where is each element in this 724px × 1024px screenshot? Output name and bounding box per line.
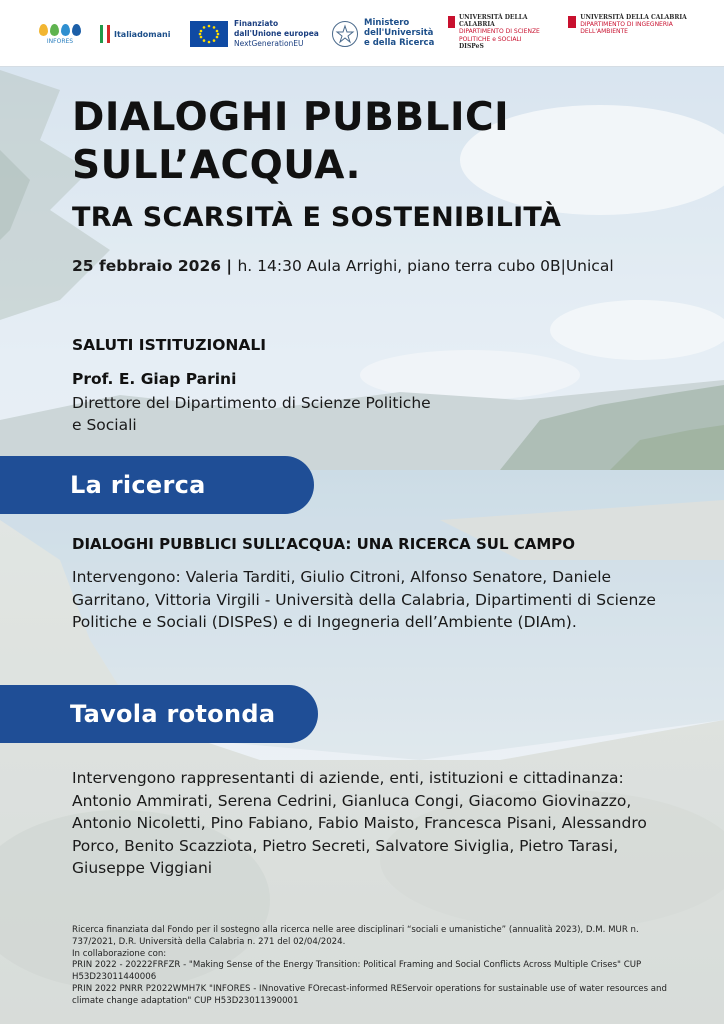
unical1-dept: DIPARTIMENTO DI SCIENZE POLITICHE e SOCIALI	[458, 28, 540, 43]
unical-diam-logo	[568, 14, 698, 54]
event-date: 25 febbraio 2026	[72, 257, 222, 275]
funding-footer	[72, 925, 672, 1008]
eu-flag-icon	[190, 21, 228, 47]
unical1-abbr: DISPeS	[458, 42, 484, 50]
unical-mark-icon	[568, 16, 576, 28]
ricerca-body: Intervengono: Valeria Tarditi, Giulio Citroni, Alfonso Senatore, Daniele Garritano, Vittoria Virgili - Università della Calabria, Dipartimenti di Scienze Politiche e Sociali (DISPeS) e di Ingegneria dell’Ambiente (DIAm).	[72, 568, 656, 631]
footer-line-4: PRIN 2022 PNRR P2022WMH7K "INFORES - INnovative FOrecast-informed REServoir operations for sustainable use of water resources and climate change adaptation" CUP H53D23011390001	[72, 983, 667, 1006]
page-title	[72, 94, 509, 190]
title-line-2: SULL’ACQUA.	[72, 143, 361, 188]
footer-line-1: Ricerca finanziata dal Fondo per il sostegno alla ricerca nelle aree disciplinari “sociali e umanistiche” (annualità 2023), D.M. MUR n. 737/2021, D.R. Università della Calabria n. 271 del 02/04/2024.	[72, 925, 639, 947]
eu-logo-line2: dall'Unione europea	[234, 29, 319, 39]
italiadomani-logo	[100, 14, 184, 54]
tavola-body: Intervengono rappresentanti di aziende, enti, istituzioni e cittadinanza: Antonio Ammirati, Serena Cedrini, Gianluca Congi, Giacomo Giovinazzo, Antonio Nicoletti, Pino Fabiano, Fabio Maisto, Francesca Pisani, Alessandro Porco, Benito Scazziota, Pietro Secreti, Salvatore Siviglia, Pietro Tarasi, Giuseppe Viggiani	[72, 769, 647, 877]
unical2-dept: DIPARTIMENTO DI INGEGNERIA DELL'AMBIENTE	[580, 21, 673, 36]
eu-logo-line3: NextGenerationEU	[234, 38, 304, 48]
saluti-speaker-role: Direttore del Dipartimento di Scienze Politiche e Sociali	[72, 394, 431, 434]
page-subtitle: TRA SCARSITÀ E SOSTENIBILITÀ	[72, 202, 562, 233]
section-banner-tavola-label: Tavola rotonda	[70, 700, 276, 728]
event-separator: |	[221, 257, 238, 275]
event-dateline	[72, 255, 614, 277]
section-banner-ricerca	[0, 456, 314, 514]
unical2-name: UNIVERSITÀ DELLA CALABRIA	[580, 14, 687, 21]
eu-logo-line1: Finanziato	[234, 19, 279, 29]
saluti-speaker-name: Prof. E. Giap Parini	[72, 370, 237, 388]
footer-line-2: In collaborazione con:	[72, 948, 167, 959]
footer-line-3: PRIN 2022 - 20222FRFZR - "Making Sense of the Energy Transition: Political Framing and Social Conflicts Across Multiple Crises" CUP H53D23011440006	[72, 960, 642, 983]
section-banner-tavola	[0, 685, 318, 743]
title-line-1: DIALOGHI PUBBLICI	[72, 95, 510, 140]
republic-emblem-icon	[332, 21, 358, 47]
unical1-name: UNIVERSITÀ DELLA CALABRIA	[458, 14, 528, 29]
eu-funding-logo	[190, 14, 322, 54]
mur-logo-line3: e della Ricerca	[364, 37, 435, 48]
italiadomani-logo-text: Italiadomani	[114, 29, 171, 39]
unical-mark-icon	[448, 16, 455, 28]
unical-dispes-logo	[448, 14, 560, 54]
section-banner-ricerca-label: La ricerca	[70, 471, 206, 499]
mur-logo-line2: dell'Università	[364, 28, 434, 39]
mur-logo-line1: Ministero	[364, 18, 410, 29]
water-drops-icon	[39, 24, 81, 36]
infores-logo-text: INFORES	[46, 37, 74, 45]
logo-bar	[0, 0, 724, 67]
infores-logo	[30, 14, 90, 54]
italian-flag-icon	[100, 25, 110, 43]
mur-logo	[332, 14, 442, 54]
event-details: h. 14:30 Aula Arrighi, piano terra cubo 0B|Unical	[237, 257, 614, 275]
ricerca-heading: DIALOGHI PUBBLICI SULL’ACQUA: UNA RICERCA SUL CAMPO	[72, 535, 576, 553]
saluti-heading: SALUTI ISTITUZIONALI	[72, 336, 267, 354]
